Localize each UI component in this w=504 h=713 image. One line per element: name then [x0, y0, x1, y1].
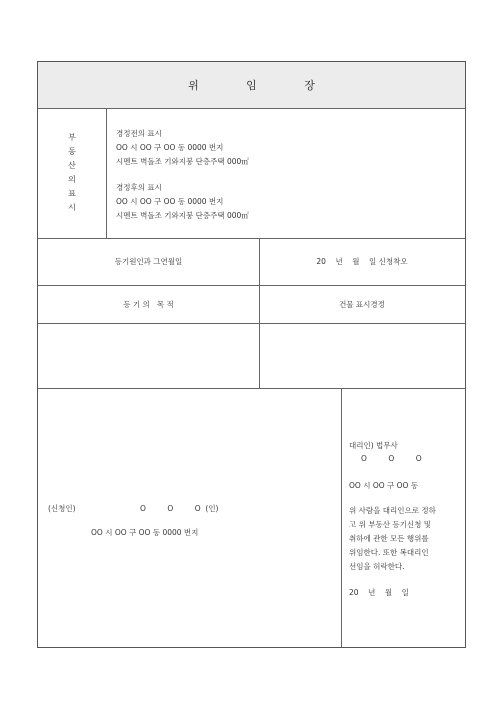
applicant-address: OO 시 OO 구 OO 동 0000 번지 [91, 528, 199, 537]
after-address: OO 시 OO 구 OO 동 0000 번지 [116, 197, 224, 206]
agent-statement-line: 선임을 허락한다. [349, 562, 405, 571]
agent-label: 대리인) 법무사 [349, 441, 398, 450]
agent-statement-line: 취하에 관한 모든 행위를 [349, 534, 429, 543]
agent-statement-line: 고 위 부동산 등기신청 및 [349, 520, 431, 529]
before-heading: 경정전의 표시 [116, 129, 162, 138]
property-label-char: 동 [68, 147, 76, 156]
property-label-char: 부 [68, 133, 76, 142]
purpose-value: 건물 표시경정 [339, 299, 385, 309]
applicant-name-marks: O O O (인) [140, 504, 219, 513]
applicant-label: (신청인) [48, 504, 76, 513]
agent-address: OO 시 OO 구 OO 동 [349, 481, 419, 490]
divider [38, 388, 465, 389]
agent-statement-line: 위임한다. 또한 복대리인 [349, 548, 429, 557]
divider [106, 108, 107, 238]
after-heading: 경정후의 표시 [116, 183, 162, 192]
cause-label: 등기원인과 그연월일 [114, 257, 183, 266]
after-building: 시멘트 벽돌조 기와지붕 단층주택 000㎡ [116, 211, 249, 220]
agent-date: 20 년 월 일 [349, 588, 409, 597]
property-label-char: 시 [68, 203, 76, 212]
form-title: 위 임 장 [188, 79, 337, 92]
divider [38, 323, 465, 324]
property-label-char: 의 [68, 175, 76, 184]
property-label-char: 표 [68, 189, 76, 198]
power-of-attorney-form [37, 61, 466, 648]
purpose-label: 등 기 의 목 적 [123, 299, 174, 309]
cause-value: 20 년 월 일 신청착오 [316, 257, 408, 266]
agent-statement-line: 위 사람을 대리인으로 정하 [349, 506, 436, 515]
before-building: 시멘트 벽돌조 기와지붕 단층주택 000㎡ [116, 157, 249, 166]
divider [341, 388, 342, 647]
before-address: OO 시 OO 구 OO 동 0000 번지 [116, 143, 224, 152]
property-label [38, 108, 106, 238]
agent-name-marks: O O O [361, 454, 422, 463]
property-label-char: 산 [68, 161, 76, 170]
